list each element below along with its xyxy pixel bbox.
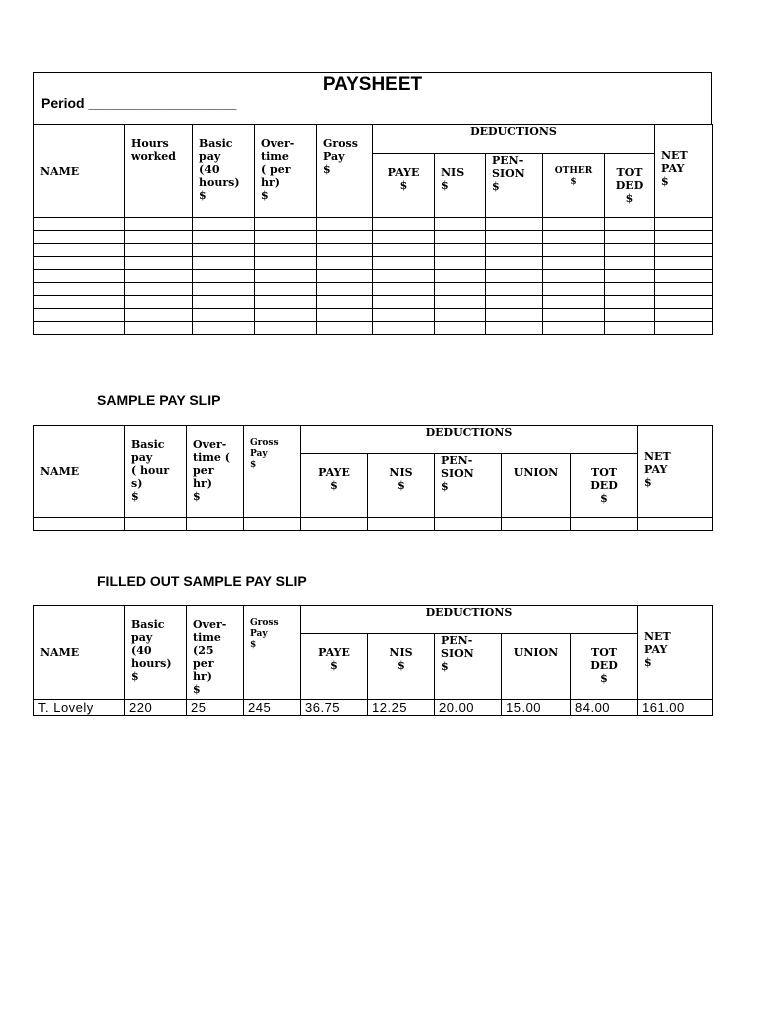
filled-header-basic-pay: Basic pay (40 hours) $ [125, 606, 187, 700]
header-basic-pay: Basic pay (40 hours) $ [193, 125, 255, 218]
header-gross-pay: Gross Pay $ [317, 125, 373, 218]
filled-header-union: UNION [502, 634, 571, 700]
table-row [34, 244, 713, 257]
filled-header-paye: PAYE $ [301, 634, 368, 700]
table-row [34, 309, 713, 322]
cell-net-pay: 161.00 [638, 700, 713, 716]
sample-header-nis: NIS $ [368, 454, 435, 518]
header-nis: NIS $ [435, 154, 486, 218]
sample-header-basic-pay: Basic pay ( hour s) $ [125, 426, 187, 518]
filled-pay-slip-table [33, 605, 713, 716]
table-row [34, 257, 713, 270]
sample-header-paye: PAYE $ [301, 454, 368, 518]
paysheet-title: PAYSHEET [322, 74, 423, 95]
header-overtime: Over- time ( per hr) $ [255, 125, 317, 218]
cell-union: 15.00 [502, 700, 571, 716]
header-hours-worked: Hours worked [125, 125, 193, 218]
header-total-deductions: TOT DED $ [605, 154, 655, 218]
filled-pay-slip-title: FILLED OUT SAMPLE PAY SLIP [97, 573, 307, 589]
cell-name: T. Lovely [34, 700, 125, 716]
header-name: NAME [34, 125, 125, 218]
filled-header-net-pay: NET PAY $ [638, 606, 713, 700]
header-deductions: DEDUCTIONS [373, 125, 655, 154]
header-other: OTHER $ [543, 154, 605, 218]
filled-header-overtime: Over- time (25 per hr) $ [187, 606, 244, 700]
table-row [34, 296, 713, 309]
filled-header-name: NAME [34, 606, 125, 700]
table-row [34, 231, 713, 244]
cell-pension: 20.00 [435, 700, 502, 716]
filled-header-pension: PEN- SION $ [435, 634, 502, 700]
table-row [34, 270, 713, 283]
cell-basic-pay: 220 [125, 700, 187, 716]
table-row [34, 518, 713, 531]
cell-overtime: 25 [187, 700, 244, 716]
cell-total-deductions: 84.00 [571, 700, 638, 716]
header-paye: PAYE $ [373, 154, 435, 218]
sample-header-net-pay: NET PAY $ [638, 426, 713, 518]
sample-header-union: UNION [502, 454, 571, 518]
sample-header-name: NAME [34, 426, 125, 518]
cell-nis: 12.25 [368, 700, 435, 716]
header-pension: PEN- SION $ [486, 154, 543, 218]
filled-header-gross-pay: Gross Pay $ [244, 606, 301, 700]
header-net-pay: NET PAY $ [655, 125, 713, 218]
paysheet-title-box [33, 72, 712, 125]
table-row [34, 218, 713, 231]
sample-header-total-deductions: TOT DED $ [571, 454, 638, 518]
filled-header-deductions: DEDUCTIONS [301, 606, 638, 634]
table-row [34, 322, 713, 335]
sample-pay-slip-table [33, 425, 713, 531]
table-row [34, 700, 713, 716]
sample-header-pension: PEN- SION $ [435, 454, 502, 518]
sample-header-gross-pay: Gross Pay $ [244, 426, 301, 518]
filled-header-nis: NIS $ [368, 634, 435, 700]
paysheet-table [33, 124, 713, 335]
cell-gross-pay: 245 [244, 700, 301, 716]
cell-paye: 36.75 [301, 700, 368, 716]
filled-header-total-deductions: TOT DED $ [571, 634, 638, 700]
sample-pay-slip-title: SAMPLE PAY SLIP [97, 392, 221, 408]
sample-header-overtime: Over- time ( per hr) $ [187, 426, 244, 518]
sample-header-deductions: DEDUCTIONS [301, 426, 638, 454]
table-row [34, 283, 713, 296]
period-field[interactable]: Period ___________________ [41, 95, 237, 111]
